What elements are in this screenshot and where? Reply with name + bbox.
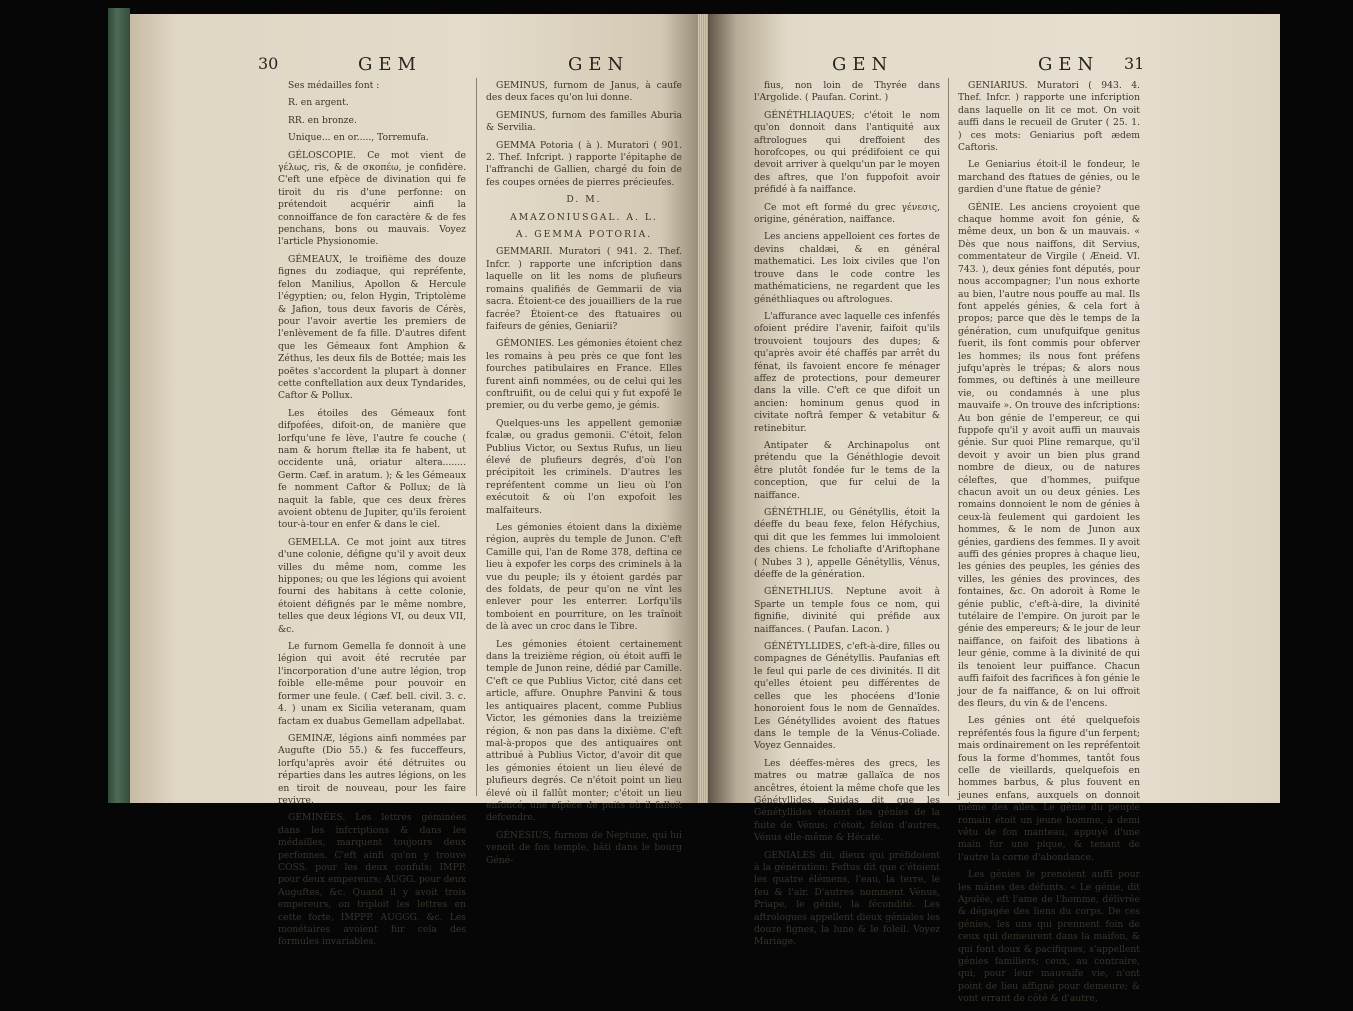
paragraph: Les gémonies étoient dans la dixième région, auprès du temple de Junon. C'eft Camille qui, l'an de Rome 378, deftina ce lieu à expofer les corps des criminels à la vue du peuple; ils y étoient gardés par des foldats, de peur qu'on ne vînt les enlever pour les enterrer. Lorfqu'ils tomboient en pourriture, on les traînoit de là avec un croc dans le Tibre.	[486, 522, 682, 633]
book-cover-spine	[108, 8, 130, 803]
running-head-left: GEM	[358, 54, 422, 75]
paragraph: GENIALES dii, dieux qui préfidoient à la génération: Feftus dit que c'étoient les quatre élémens, l'eau, la terre, le feu & l'air. D'autres nomment Vénus, Priape, le génie, la fécondité. Les aftrologues appellent dieux géniales les douze fignes, la lune & le foleil. Voyez Mariage.	[754, 849, 940, 948]
paragraph: Les génies fe prenoient auffi pour les mânes des défunts. « Le génie, dit Apulée, eft l'ame de l'homme, délivrée & dégagée des liens du corps. De ces génies, les uns qui prennent foin de ceux qui demeurent dans la maifon, & qui font doux & pacifiques, s'appellent génies familiers; ceux, au contraire, qui, pour leur mauvaife vie, n'ont point de lieu affigné pour demeure; & vont errant de côté & d'autre,	[958, 869, 1140, 1005]
page-number-right: 31	[1124, 54, 1145, 73]
paragraph: Les génies ont été quelquefois repréfentés fous la figure d'un ferpent; mais ordinairement on les repréfentoit fous la forme d'hommes, tantôt fous celle de vieillards, quelquefois en hommes barbus, & plus fouvent en jeunes enfans, auxquels on donnoit même des aîles. Le génie du peuple romain étoit un jeune homme, à demi vêtu de fon manteau, appuyé d'une main fur une pique, & tenant de l'autre la corne d'abondance.	[958, 715, 1140, 863]
running-head-left: GEN	[832, 54, 894, 75]
paragraph: Le Geniarius étoit-il le fondeur, le marchand des ftatues de génies, ou le gardien d'une ftatue de génie?	[958, 159, 1140, 196]
paragraph: D. M.	[566, 194, 602, 206]
paragraph: GÉNETHLIUS. Neptune avoit à Sparte un temple fous ce nom, qui fignifie, divinité qui préfide aux naiffances. ( Paufan. Lacon. )	[754, 586, 940, 635]
paragraph: GÉMINÉES. Les lettres géminées dans les infcriptions & dans les médailles, marquent toujours deux perfonnes. C'eft ainfi qu'on y trouve COSS. pour les deux confuls; IMPP. pour deux empereurs; AUGG. pour deux Auguftes, &c. Quand il y avoit trois empereurs, on triploit les lettres en cette forte, IMPPP. AUGGG. &c. Les monétaires avoient fur cela des formules invariables.	[278, 812, 466, 948]
running-head-right: GEN	[568, 54, 630, 75]
paragraph: Unique... en or....., Torremufa.	[288, 132, 429, 144]
paragraph: Les étoiles des Gémeaux font difpofées, difoit-on, de manière que lorfqu'une fe lève, l'autre fe couche ( nam & horum ftellæ ita fe habent, ut occidente unâ, oriatur altera........ Germ. Cæf. in aratum. ); & les Gémeaux fe nomment Caftor & Pollux; de là naquit la fable, que ces deux frères avoient obtenu de Jupiter, qu'ils feroient tour-à-tour en enfer & dans le ciel.	[278, 407, 466, 531]
page-number-left: 30	[258, 54, 279, 73]
paragraph: GÉNÉSIUS, furnom de Neptune, qui lui venoit de fon temple, bâti dans le bourg Géné-	[486, 829, 682, 866]
paragraph: Les anciens appelloient ces fortes de devins chaldæi, & en général mathematici. Les loix civiles que l'on trouve dans le code contre les mathématiciens, ne regardent que les généthliaques ou aftrologues.	[754, 231, 940, 305]
right-page-column-2	[958, 80, 1140, 1011]
right-page	[708, 14, 1280, 1005]
paragraph: GÉMEAUX, le troifième des douze fignes du zodiaque, qui repréfente, felon Manilius, Apollon & Hercule l'égyptien; ou, felon Hygin, Triptolème & Jafion, tous deux favoris de Cérès, pour l'avoir avertie les premiers de l'enlèvement de fa fille. D'autres difent que les Gémeaux font Amphion & Zéthus, les deux fils de Bottée; mais les poëtes s'accordent la plupart à donner cette conftellation aux deux Tyndarides, Caftor & Pollux.	[278, 253, 466, 402]
paragraph: A. GEMMA POTORIA.	[515, 229, 653, 241]
left-page	[130, 14, 708, 948]
paragraph: RR. en bronze.	[288, 114, 357, 126]
paragraph: GÉNÉTHLIE, ou Génétyllis, étoit la déeffe du beau fexe, felon Héfychius, qui dit que les femmes lui immoloient des chiens. Le fcholiafte d'Ariftophane ( Nubes 3 ), appelle Génétyllis, Vénus, déeffe de la génération.	[754, 507, 940, 581]
paragraph: Antipater & Archinapolus ont prétendu que la Généthlogie devoit être plutôt fondée fur le tems de la conception, que fur celui de la naiffance.	[754, 439, 940, 501]
paragraph: Le furnom Gemella fe donnoit à une légion qui avoit été recrutée par l'incorporation d'une autre légion, trop foible elle-même pour pouvoir en former une feule. ( Cæf. bell. civil. 3. c. 4. ) unam ex Sicilia veteranam, quam factam ex duabus Gemellam adpellabat.	[278, 641, 466, 727]
paragraph: Les gémonies étoient certainement dans la treizième région, où étoit auffi le temple de Junon reine, dédié par Camille. C'eft ce que Publius Victor, cité dans cet article, affure. Onuphre Panvini & tous les antiquaires placent, comme Publius Victor, les gémonies dans la treizième région, & non pas dans la dixième. C'eft mal-à-propos que des antiquaires ont attribué à Publius Victor, d'avoir dit que les gémonies étoient un lieu élevé de plufieurs degrés. Ce n'étoit point un lieu élevé où il fallût monter; c'étoit un lieu enfoncé, une efpèce de puits où il falloit defcendre.	[486, 638, 682, 824]
left-page-column-1	[278, 80, 466, 954]
column-rule	[948, 78, 949, 796]
paragraph: Quelques-uns les appellent gemoniæ fcalæ, ou gradus gemonii. C'étoit, felon Publius Victor, ou Sextus Rufus, un lieu élevé de plufieurs degrés, d'où l'on précipitoit les criminels. D'autres les repréfentent comme un lieu où l'on exécutoit & où l'on expofoit les malfaiteurs.	[486, 417, 682, 516]
paragraph: GÉNIE. Les anciens croyoient que chaque homme avoit fon génie, & même deux, un bon & un mauvais. « Dès que nous naiffons, dit Servius, commentateur de Virgile ( Æneid. VI. 743. ), deux génies font députés, pour nous accompagner; l'un nous exhorte au bien, l'autre nous pouffe au mal. Ils font appelés génies, & cela fort à propos; parce que dès le temps de la génération, cum unufquifque genitus fuerit, ils font commis pour obferver les hommes; ils nous font préfens jufqu'après le trépas; & alors nous fommes, ou deftinés à une meilleure vie, ou condamnés à une plus mauvaife ». On trouve des infcriptions: Au bon génie de l'empereur, ce qui fuppofe qu'il y avoit auffi un mauvais génie. Sur quoi Pline remarque, qu'il devoit y avoir un bien plus grand nombre de dieux, ou de natures céleftes, que d'hommes, puifque chacun avoit un ou deux génies. Les romains donnoient le nom de génies à ceux-là feulement qui gardoient les hommes, & le nom de Junon aux génies, gardiens des femmes. Il y avoit auffi des génies propres à chaque lieu, les génies des peuples, les génies des villes, les génies des provinces, des fontaines, &c. On adoroit à Rome le génie public, c'eft-à-dire, la divinité tutélaire de l'empire. On juroit par le génie des empereurs; & le jour de leur naiffance, on faifoit des libations à leur génie, comme à la divinité de qui ils tenoient leur puiffance. Chacun auffi faifoit des facrifices à fon génie le jour de fa naiffance, & on lui offroit des fleurs, du vin & de l'encens.	[958, 201, 1140, 709]
paragraph: L'affurance avec laquelle ces infenfés ofoient prédire l'avenir, faifoit qu'ils trouvoient toujours des dupes; & qu'après avoir été chaffés par arrêt du fénat, ils favoient encore fe ménager affez de protections, pour demeurer dans la ville. C'eft ce que difoit un ancien: hominum genus quod in civitate noftrâ femper & vetabitur & retinebitur.	[754, 310, 940, 434]
paragraph: GEMELLA. Ce mot joint aux titres d'une colonie, défigne qu'il y avoit deux villes du même nom, comme les hippones; ou que les légions qui avoient fourni des habitans à cette colonie, étoient défignés par le même nombre, telles que deux légions VI, ou deux VII, &c.	[278, 536, 466, 635]
paragraph: Ses médailles font :	[288, 80, 380, 91]
paragraph: R. en argent.	[288, 97, 349, 109]
paragraph: GÉMONIES. Les gémonies étoient chez les romains à peu près ce que font les fourches patibulaires en France. Elles furent ainfi nommées, ou de celui qui les conftruifit, ou de celui qui y fut expofé le premier, ou du verbe gemo, je gémis.	[486, 338, 682, 412]
paragraph: GEMINÆ, légions ainfi nommées par Augufte (Dio 55.) & fes fucceffeurs, lorfqu'après avoir été détruites ou réparties dans les autres légions, on les en tiroit de nouveau, pour les faire revivre.	[278, 732, 466, 806]
paragraph: Les déeffes-mères des grecs, les matres ou matræ gallaïca de nos ancêtres, étoient la même chofe que les Génétyllides. Suidas dit que les Génétyllides étoient des génies de la fuite de Vénus; c'étoit, felon d'autres, Vénus elle-même & Hécate.	[754, 757, 940, 844]
paragraph: GÉNÉTHLIAQUES; c'étoit le nom qu'on donnoit dans l'antiquité aux aftrologues qui dreffoient des horofcopes, ou qui prédifoient ce qui devoit arriver à quelqu'un par le moyen des aftres, que l'on fuppofoit avoir préfidé à fa naiffance.	[754, 109, 940, 196]
paragraph: GEMINUS, furnom de Janus, à caufe des deux faces qu'on lui donne.	[486, 80, 682, 104]
running-head-right: GEN	[1038, 54, 1100, 75]
paragraph: GEMMA Potoria ( à ). Muratori ( 901. 2. Thef. Infcript. ) rapporte l'épitaphe de l'affranchi de Gallien, chargé du foin de fes coupes ornées de pierres précieufes.	[486, 139, 682, 188]
paragraph: GÉLOSCOPIE. Ce mot vient de γέλως, ris, & de σκοπέω, je confidère. C'eft une efpèce de divination qui fe tiroit du ris d'une perfonne: on prétendoit acquérir ainfi la connoiffance de fon caractère & de fes penchans, bons ou mauvais. Voyez l'article Physionomie.	[278, 149, 466, 248]
paragraph: fius, non loin de Thyrée dans l'Argolide. ( Paufan. Corint. )	[754, 80, 940, 104]
right-page-column-1	[754, 80, 940, 954]
paragraph: GEMINUS, furnom des familles Aburia & Servilia.	[486, 109, 682, 134]
paragraph: GENIARIUS. Muratori ( 943. 4. Thef. Infcr. ) rapporte une infcription dans laquelle on lit ce mot. On voit auffi dans le recueil de Gruter ( 25. 1. ) ces mots: Geniarius poft ædem Caftoris.	[958, 80, 1140, 154]
left-page-column-2	[486, 80, 682, 872]
paragraph: AMAZONIUSGAL. A. L.	[510, 211, 658, 223]
paragraph: GEMMARII. Muratori ( 941. 2. Thef. Infcr. ) rapporte une infcription dans laquelle on lit les noms de plufieurs romains qualifiés de Gemmarii de via sacra. Étoient-ce des jouailliers de la rue facrée? Étoient-ce des ftatuaires ou faifeurs de génies, Geniarii?	[486, 246, 682, 332]
paragraph: GÉNÉTYLLIDES, c'eft-à-dire, filles ou compagnes de Génétyllis. Paufanias eft le feul qui parle de ces divinités. Il dit qu'elles étoient peu différentes de celles que les phocéens d'Ionie honoroient fous le nom de Gennaïdes. Les Génétyllides avoient des ftatues dans le temple de la Vénus-Coliade. Voyez Gennaides.	[754, 641, 940, 752]
paragraph: Ce mot eft formé du grec γένεσις, origine, génération, naiffance.	[754, 201, 940, 226]
column-rule	[476, 78, 477, 796]
page-edges	[698, 14, 708, 803]
